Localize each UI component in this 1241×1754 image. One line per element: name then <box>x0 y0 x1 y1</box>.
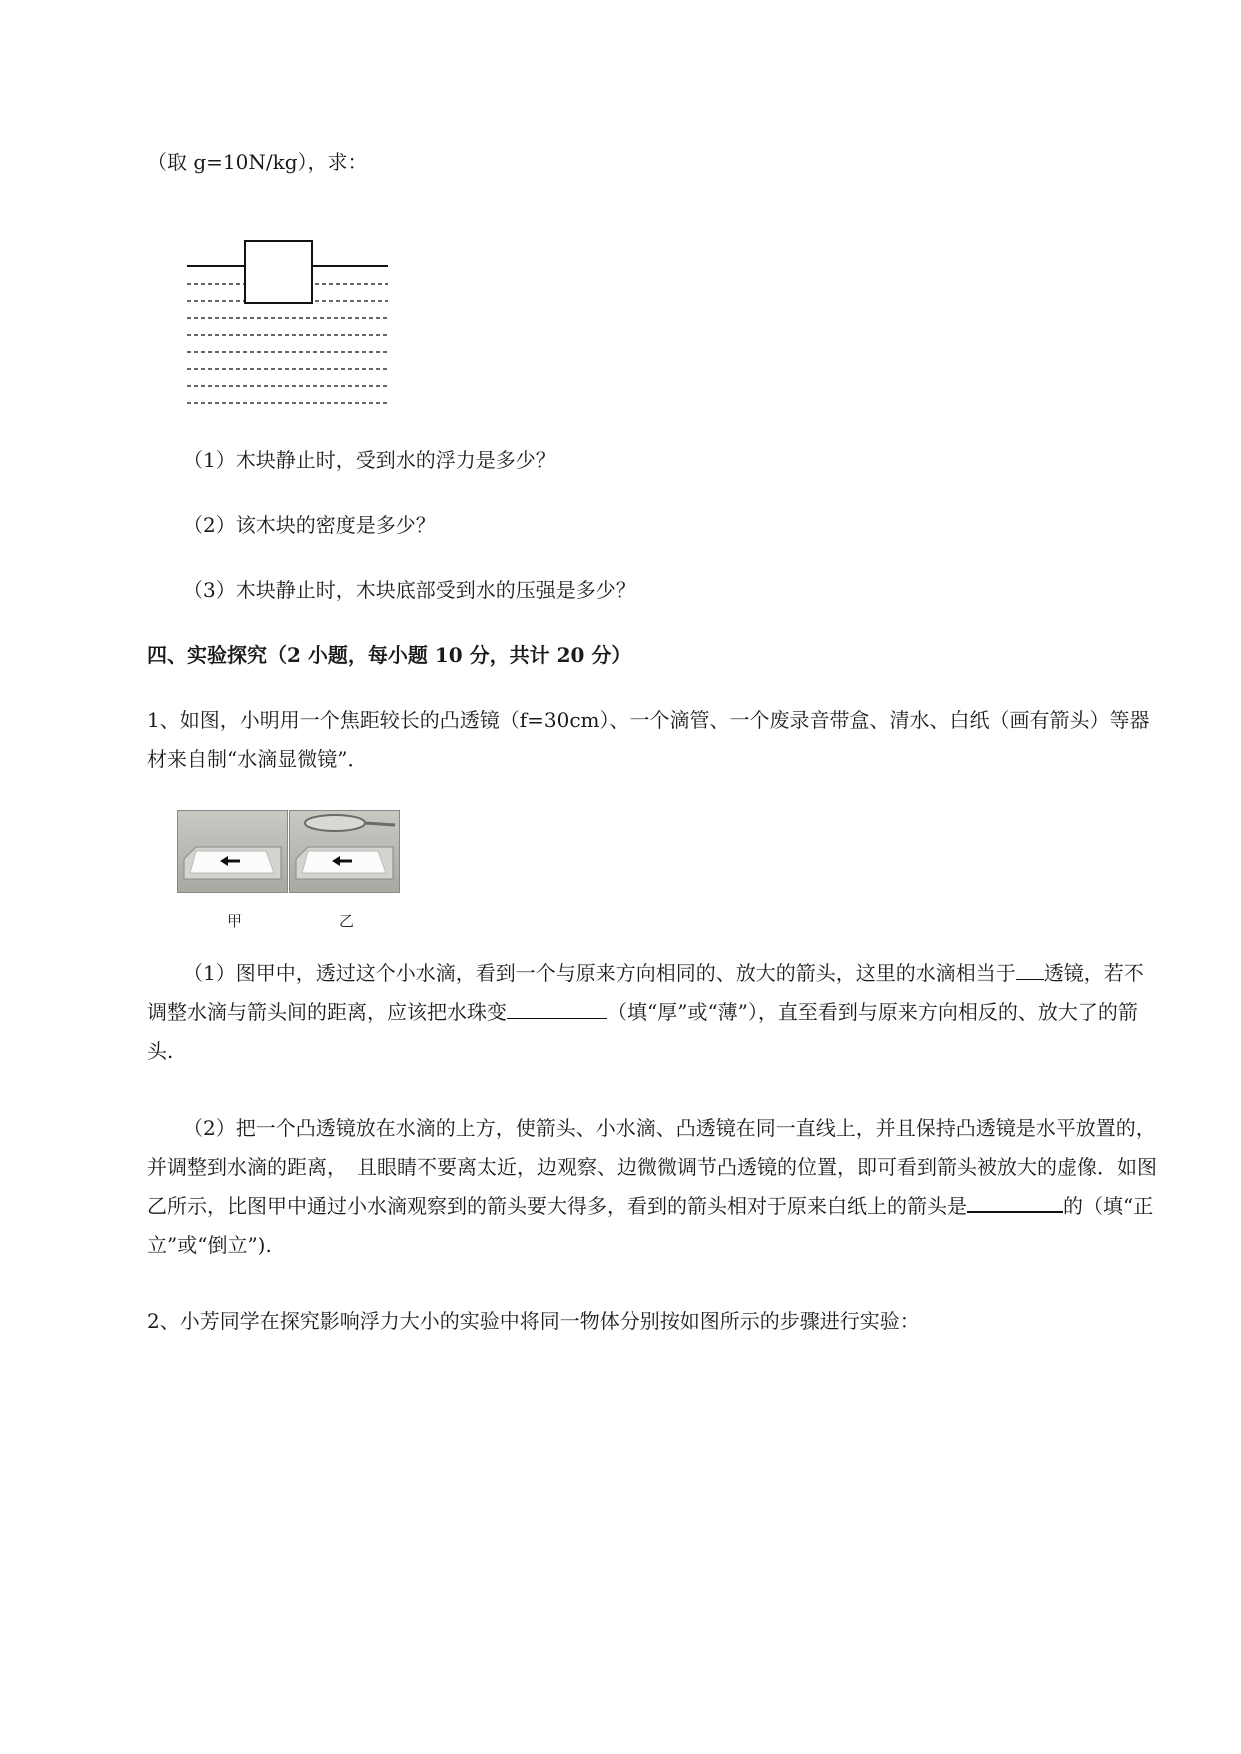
figure-label-yi: 乙 <box>339 912 355 930</box>
photo-panel-jia <box>177 810 288 893</box>
q1-part1-text-c: （填“厚”或“薄”），直至看到与原来方向相反的、放大了的箭头. <box>147 1000 1138 1063</box>
answer-blank-upright-inverted[interactable] <box>967 1189 1063 1213</box>
q1-part2-text-a: （2）把一个凸透镜放在水滴的上方，使箭头、小水滴、凸透镜在同一直线上，并且保持凸透镜是水平放置的，并调整到水滴的距离， 且眼睛不要离太近，边观察、边微微调节凸透镜的位置，即可看到箭头被放大的虚像．如图乙所示，比图甲中通过小水滴观察到的箭头要大得多，看到的箭头相对于原来白纸上的箭头是 <box>147 1116 1157 1218</box>
q1-intro: 1、如图，小明用一个焦距较长的凸透镜（f=30cm）、一个滴管、一个废录音带盒、清水、白纸（画有箭头）等器材来自制“水滴显微镜”． <box>147 708 1150 771</box>
given-condition: （取 g=10N/kg），求： <box>147 150 368 174</box>
water-drop-microscope-figure <box>177 810 421 940</box>
floating-block-diagram <box>184 240 404 410</box>
question-1: （1）木块静止时，受到水的浮力是多少？ <box>183 448 556 472</box>
q1-part2-text-b: 的（填“正立”或“倒立”). <box>147 1194 1154 1257</box>
answer-blank-lens-type[interactable] <box>1016 957 1044 980</box>
q1-part1-text-b: 透镜，若不调整水滴与箭头间的距离，应该把水珠变 <box>147 961 1144 1024</box>
photo-panel-yi <box>289 810 400 893</box>
question-3: （3）木块静止时，木块底部受到水的压强是多少？ <box>183 578 636 602</box>
figure-label-jia: 甲 <box>227 912 243 930</box>
q1-part2 <box>147 1109 1157 1265</box>
q1-part1-text-a: （1）图甲中，透过这个小水滴，看到一个与原来方向相同的、放大的箭头，这里的水滴相当于 <box>183 961 1016 985</box>
q2-intro: 2、小芳同学在探究影响浮力大小的实验中将同一物体分别按如图所示的步骤进行实验： <box>147 1309 920 1333</box>
wood-block <box>245 241 312 303</box>
q1-part1 <box>147 954 1157 1071</box>
question-2: （2）该木块的密度是多少？ <box>183 513 436 537</box>
section-title: 四、实验探究（2 小题，每小题 10 分，共计 20 分） <box>147 643 632 667</box>
answer-blank-thick-thin[interactable] <box>507 996 607 1019</box>
